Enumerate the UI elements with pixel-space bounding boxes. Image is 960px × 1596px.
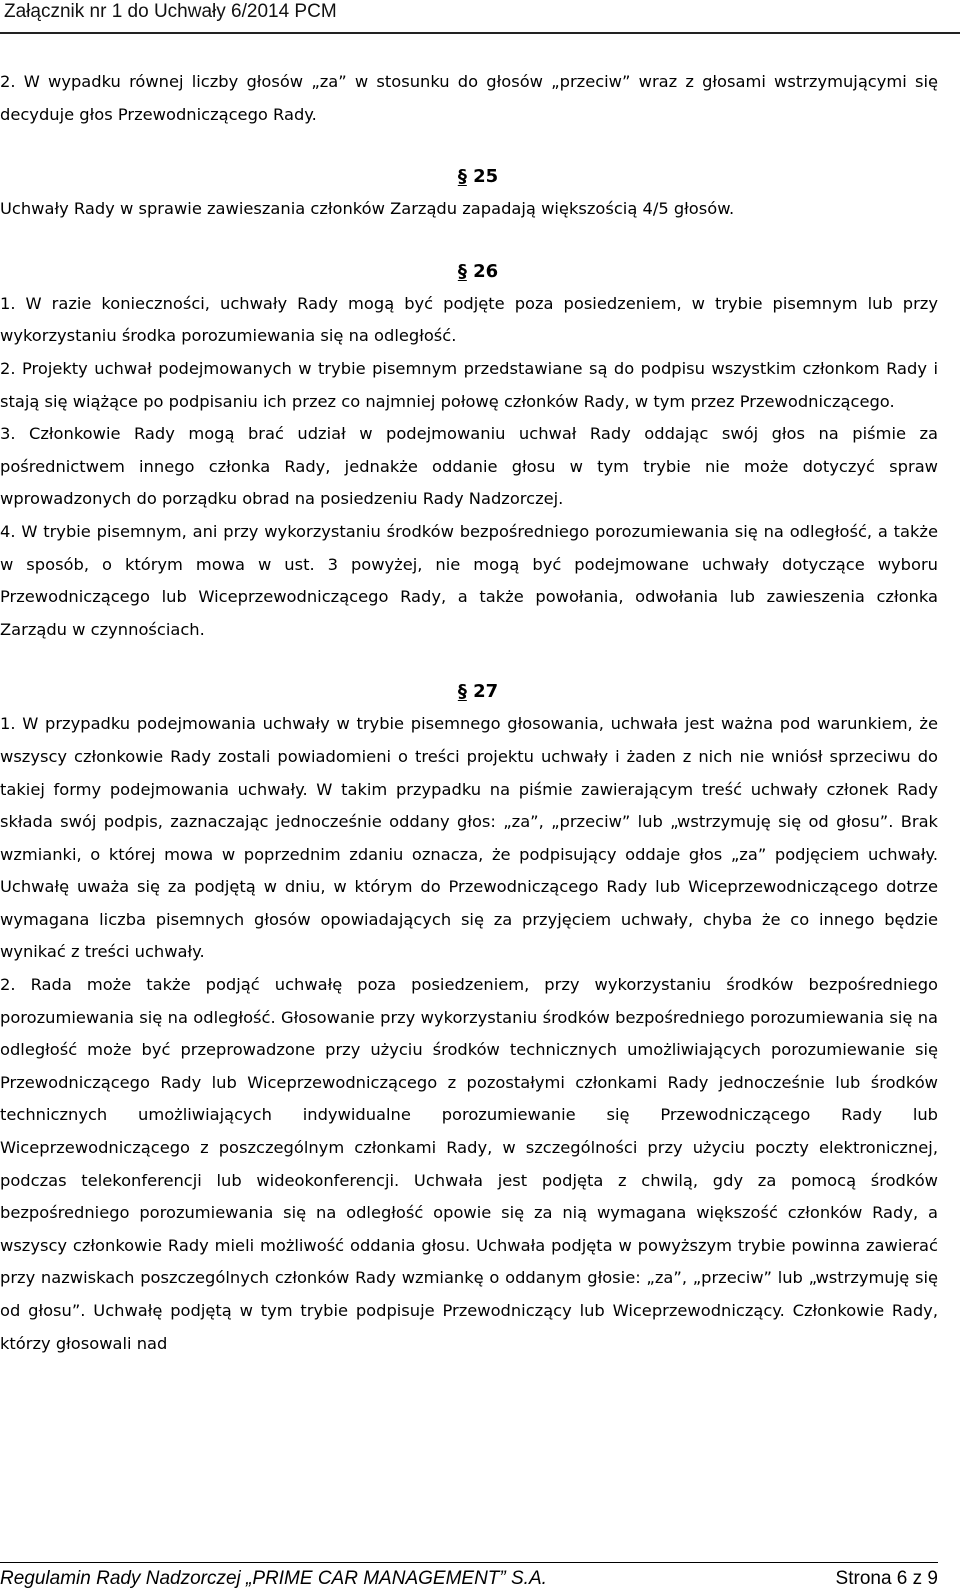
section-heading-27 [0, 676, 938, 708]
paragraph-27-2: 2. Rada może także podjąć uchwałę poza posiedzeniem, przy wykorzystaniu środków bezpośredniego porozumiewania się na odległość. Głosowanie przy wykorzystaniu środków bezpośredniego porozumiewania się na odległość może być przeprowadzone przy użyciu środków technicznych umożliwiających porozumiewanie się Przewodniczącego Rady lub Wiceprzewodniczącego z pozostałymi członkami Rady jednocześnie lub środków technicznych umożliwiających indywidualne porozumiewanie się Przewodniczącego Rady lub Wiceprzewodniczącego z poszczególnym członkami Rady, w szczególności przy użyciu poczty elektronicznej, podczas telekonferencji lub wideokonferencji. Uchwała jest podjęta z chwilą, gdy za pomocą środków bezpośredniego porozumiewania się na odległość opowie się za nią wymagana większość członków Rady, a wszyscy członkowie Rady mieli możliwość oddania głosu. Uchwała podjęta w powyższym trybie powinna zawierać przy nazwiskach poszczególnych członków Rady wzmiankę o oddanym głosie: „za”, „przeciw” lub „wstrzymuję się od głosu”. Uchwałę podjętą w tym trybie podpisuje Przewodniczący lub Wiceprzewodniczący. Członkowie Rady, którzy głosowali nad [0, 975, 938, 1353]
section-number: 27 [473, 681, 499, 703]
paragraph-27-1: 1. W przypadku podejmowania uchwały w trybie pisemnego głosowania, uchwała jest ważna pod warunkiem, że wszyscy członkowie Rady zostali powiadomieni o treści projektu uchwały i żaden z nich nie wniósł sprzeciwu do takiej formy podejmowania uchwały. W takim przypadku na piśmie zawierającym treść uchwały członek Rady składa swój podpis, zaznaczając jednocześnie oddany głos: „za”, „przeciw” lub „wstrzymuję się od głosu”. Brak wzmianki, o której mowa w poprzednim zdaniu oznacza, że podpisujący oddaje głos „za” podjęciem uchwały. Uchwałę uważa się za podjętą w dniu, w którym do Przewodniczącego Rady lub Wiceprzewodniczącego dotrze wymagana liczba pisemnych głosów opowiadających się za przyjęciem uchwały, chyba że co innego będzie wynikać z treści uchwały. [0, 714, 938, 962]
document-body [0, 66, 938, 1360]
header-divider [0, 32, 960, 34]
header-title: Załącznik nr 1 do Uchwały 6/2014 PCM [4, 1, 337, 22]
paragraph-suspension: Uchwały Rady w sprawie zawieszania członków Zarządu zapadają większością 4/5 głosów. [0, 199, 735, 219]
paragraph-26-3: 3. Członkowie Rady mogą brać udział w podejmowaniu uchwał Rady oddając swój głos na piśmie za pośrednictwem innego członka Rady, jednakże oddanie głosu w tym trybie nie może dotyczyć spraw wprowadzonych do porządku obrad na posiedzeniu Rady Nadzorczej. [0, 424, 938, 509]
footer-document-title: Regulamin Rady Nadzorczej „PRIME CAR MANAGEMENT” S.A. [0, 1568, 547, 1589]
section-heading-25 [0, 161, 938, 193]
section-symbol: § [457, 681, 467, 703]
paragraph-26-1: 1. W razie konieczności, uchwały Rady mogą być podjęte poza posiedzeniem, w trybie pisemnym lub przy wykorzystaniu środka porozumiewania się na odległość. [0, 293, 938, 346]
section-symbol: § [457, 260, 467, 282]
section-number: 26 [473, 260, 499, 282]
page-footer [0, 1566, 938, 1592]
paragraph-26-4: 4. W trybie pisemnym, ani przy wykorzystaniu środków bezpośredniego porozumiewania się na odległość, a także w sposób, o którym mowa w ust. 3 powyżej, nie mogą być podejmowane uchwały dotyczące wyboru Przewodniczącego lub Wiceprzewodniczącego Rady, a także powołania, odwołania lub zawieszenia członka Zarządu w czynnościach. [0, 521, 938, 639]
paragraph-26-2: 2. Projekty uchwał podejmowanych w trybie pisemnym przedstawiane są do podpisu wszystkim członkom Rady i stają się wiążące po podpisaniu ich przez co najmniej połowę członków Rady, w tym przez Przewodniczącego. [0, 358, 938, 411]
footer-divider [0, 1562, 938, 1563]
page-header [0, 0, 960, 34]
section-heading-26 [0, 256, 938, 288]
footer-page-number: Strona 6 z 9 [835, 1568, 938, 1589]
section-number: 25 [473, 166, 499, 188]
section-symbol: § [457, 166, 467, 188]
paragraph-tie-vote: 2. W wypadku równej liczby głosów „za” w stosunku do głosów „przeciw” wraz z głosami wstrzymującymi się decyduje głos Przewodniczącego Rady. [0, 72, 938, 124]
